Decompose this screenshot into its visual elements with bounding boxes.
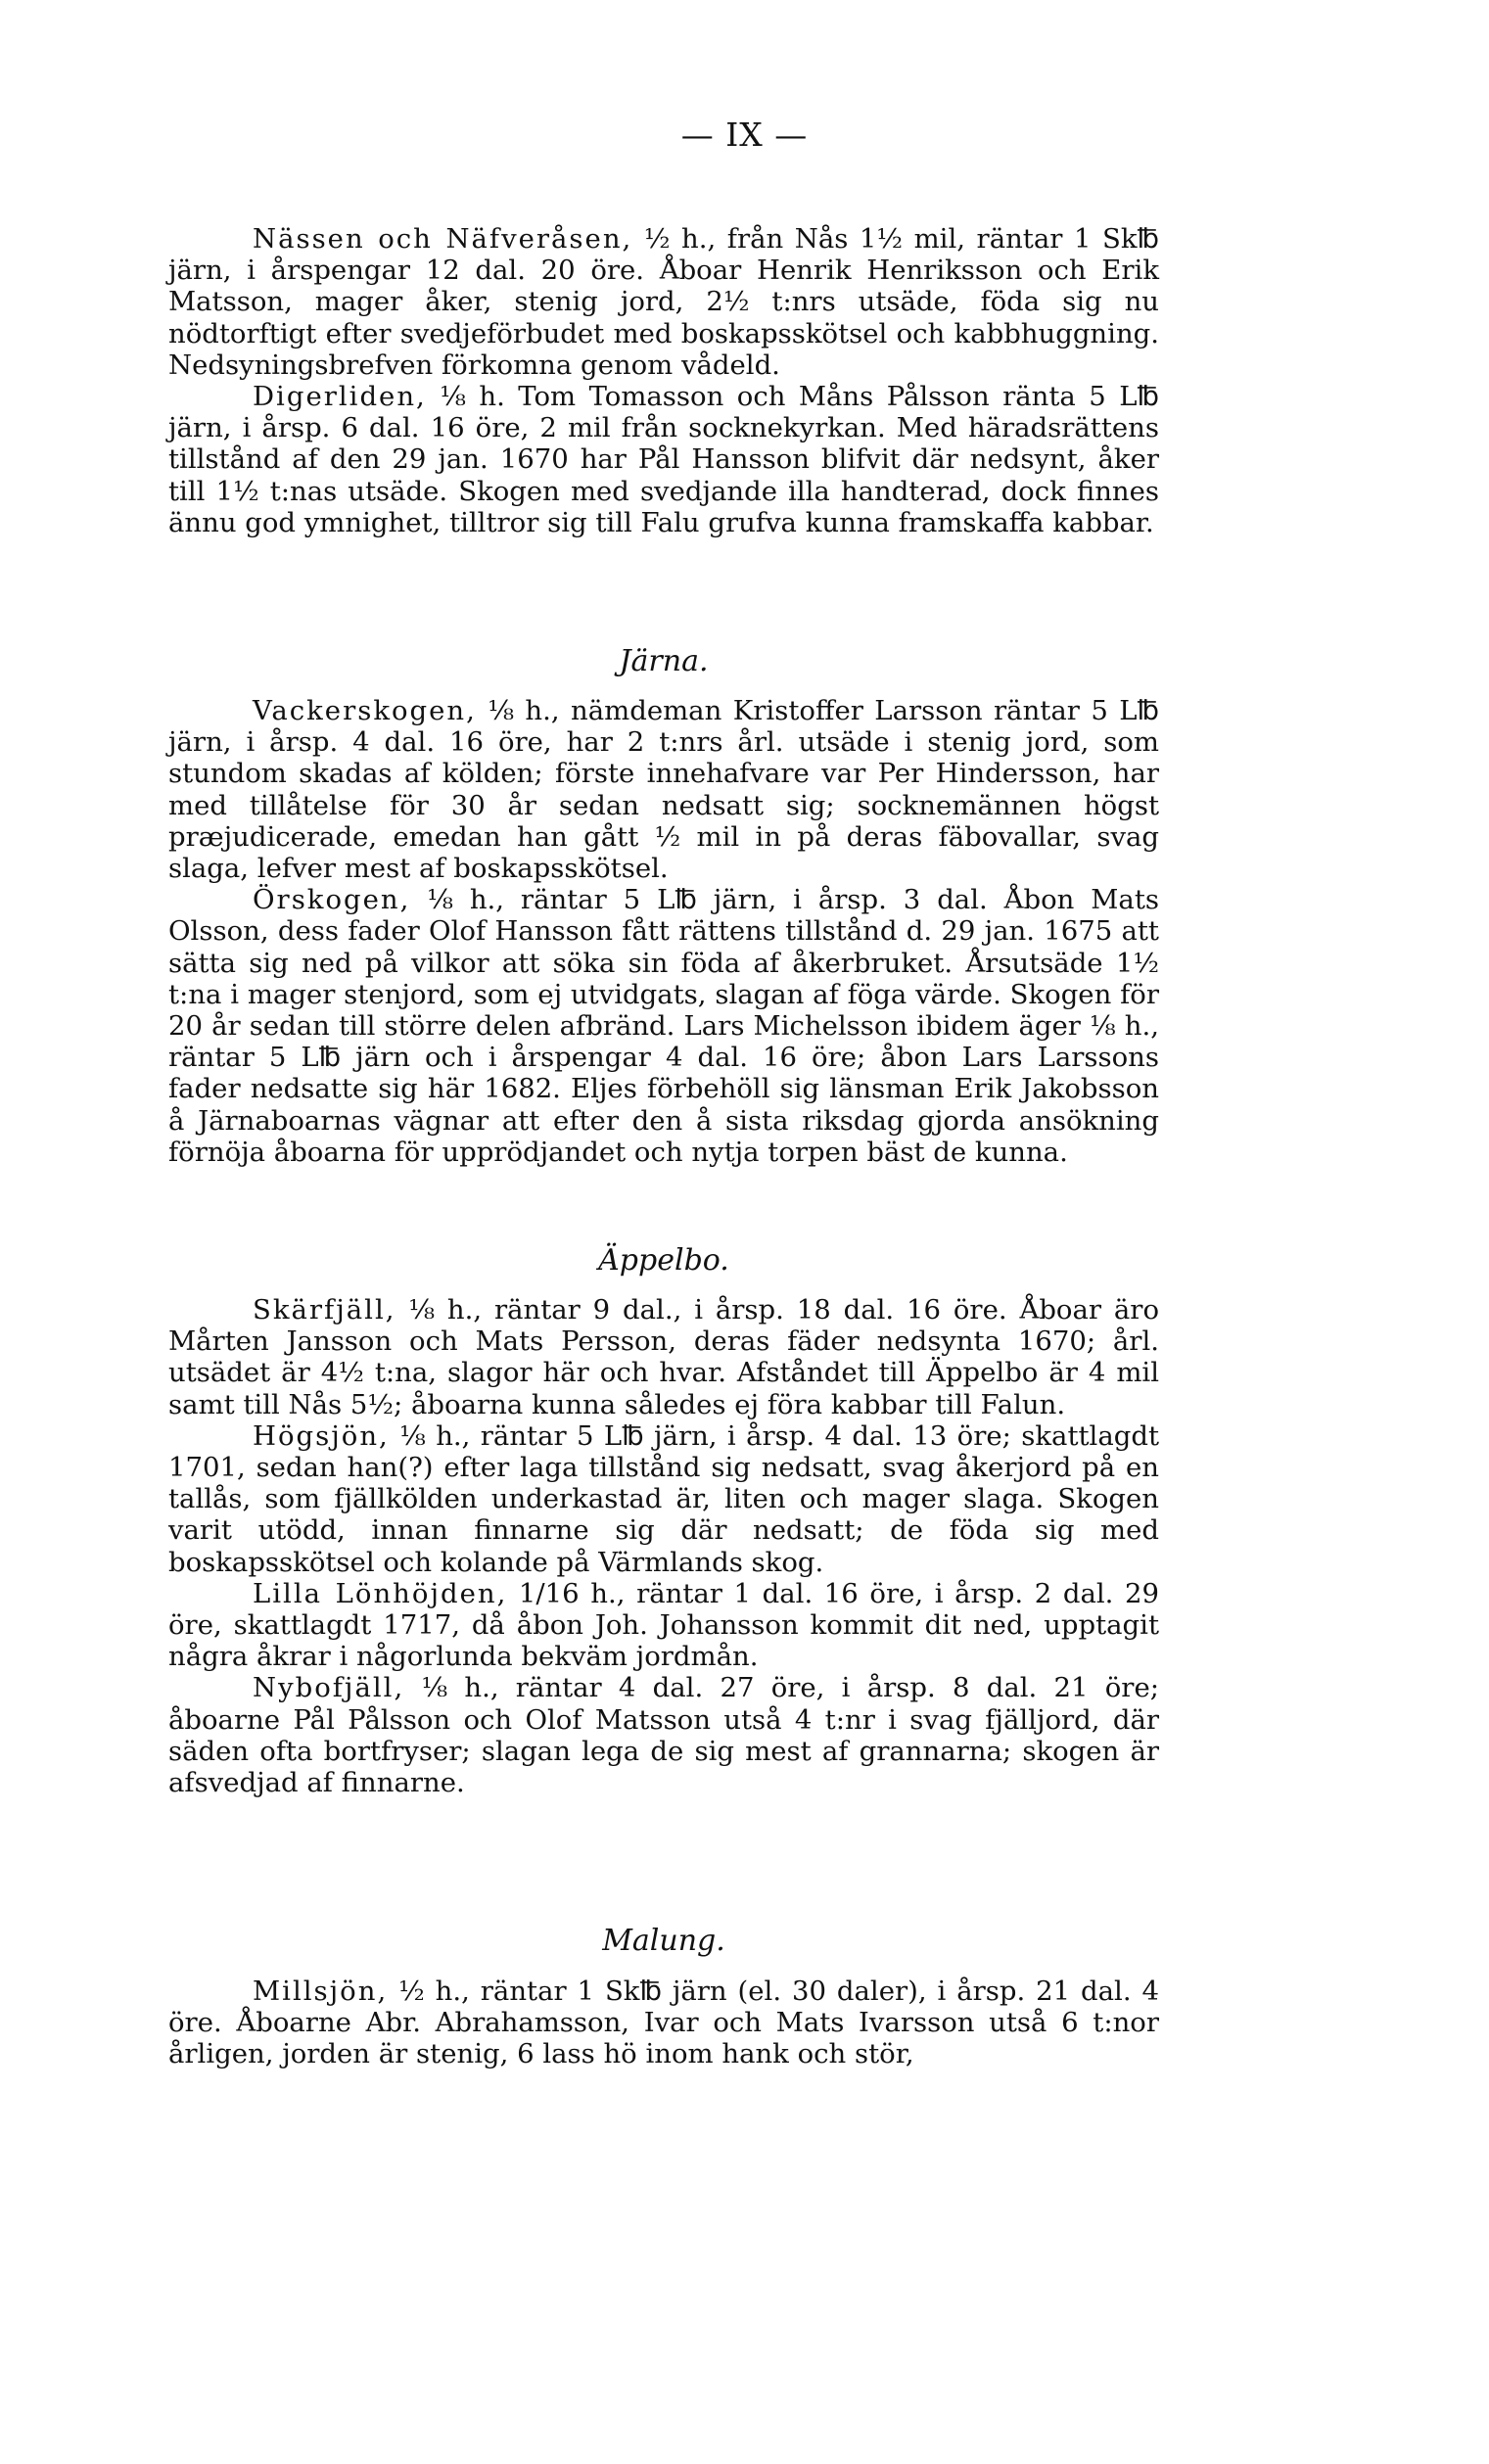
section-malung [168, 1924, 1159, 1958]
section-heading: Malung. [602, 1924, 725, 1958]
entry-lilla-lonhojden [168, 1578, 1159, 1673]
entry-millsjon [168, 1976, 1159, 2070]
entry-skarfjall [168, 1294, 1159, 1420]
entry-name: Vackerskogen, [253, 695, 477, 726]
entry-orskogen [168, 884, 1159, 1168]
entry-digerliden [168, 381, 1159, 538]
section-jarna-body [168, 695, 1159, 1168]
section-heading: Äppelbo. [598, 1243, 729, 1278]
entry-name: Skärfjäll, [253, 1294, 396, 1325]
section-heading: Järna. [619, 644, 709, 678]
entry-name: Nässen och Näfveråsen, [253, 223, 633, 255]
entry-text: ⅛ h., nämdeman Kristoffer Larsson räntar 5 L℔ järn, i årsp. 4 dal. 16 öre, har 2 t:nrs årl. utsäde i stenig jord, som stundom skadas af kölden; förste innehafvare var Per Hindersson, har med tillåtelse för 30 år sedan nedsatt sig; socknemännen högst præjudicerade, emedan han gått ½ mil in på deras fäbovallar, svag slaga, lefver mest af boskapsskötsel. [168, 695, 1159, 885]
entry-name: Högsjön, [253, 1419, 390, 1452]
section-malung-body [168, 1976, 1159, 2070]
entry-text: ⅛ h., räntar 5 L℔ järn, i årsp. 4 dal. 13 öre; skattlagdt 1701, sedan han(?) efter laga tillstånd sig nedsatt, svag åkerjord på en tallås, som fjällkölden underkastad är, liten och mager slaga. Skogen varit utödd, innan finnarne sig där nedsatt; de föda sig med boskapsskötsel och kolande på Värmlands skog. [168, 1419, 1159, 1578]
section-appelbo [168, 1243, 1159, 1278]
entry-text: ⅛ h. Tom Tomasson och Måns Pålsson ränta 5 L℔ järn, i årsp. 6 dal. 16 öre, 2 mil från socknekyrkan. Med häradsrättens tillstånd af den 29 jan. 1670 har Pål Hansson blifvit där nedsynt, åker till 1½ t:nas utsäde. Skogen med svedjande illa handterad, dock finnes ännu god ymnighet, tilltror sig till Falu grufva kunna framskaffa kabbar. [168, 381, 1159, 538]
entry-name: Digerliden, [253, 381, 427, 413]
entry-text: ⅛ h., räntar 9 dal., i årsp. 18 dal. 16 öre. Åboar äro Mårten Jansson och Mats Persson, deras fäder nedsynta 1670; årl. utsädet är 4½ t:na, slagor här och hvar. Afståndet till Äppelbo är 4 mil samt till Nås 5½; åboarna kunna således ej föra kabbar till Falun. [168, 1294, 1159, 1420]
page-number: — IX — [680, 116, 809, 154]
entry-nybofjall [168, 1672, 1159, 1798]
section-intro [168, 223, 1159, 538]
entry-nassen [168, 223, 1159, 381]
entry-text: ⅛ h., räntar 5 L℔ järn, i årsp. 3 dal. Åbon Mats Olsson, dess fader Olof Hansson fått rättens tillstånd d. 29 jan. 1675 att sätta sig ned på vilkor att söka sin föda af åkerbruket. Årsutsäde 1½ t:na i mager stenjord, som ej utvidgats, slagan af föga värde. Skogen för 20 år sedan till större delen afbränd. Lars Michelsson ibidem äger ⅛ h., räntar 5 L℔ järn och i årspengar 4 dal. 16 öre; åbon Lars Larssons fader nedsatte sig här 1682. Eljes förbehöll sig länsman Erik Jakobsson å Järnaboarnas vägnar att efter den å sista riksdag gjorda ansökning förnöja åboarna för upprödjandet och nytja torpen bäst de kunna. [168, 884, 1159, 1168]
entry-name: Örskogen, [253, 884, 411, 916]
section-appelbo-body [168, 1294, 1159, 1798]
entry-hogsjon [168, 1420, 1159, 1578]
entry-text: 1/16 h., räntar 1 dal. 16 öre, i årsp. 2 dal. 29 öre, skattlagdt 1717, då åbon Joh. Johansson kommit dit ned, upptagit några åkrar i någorlunda bekväm jordmån. [168, 1577, 1159, 1673]
entry-name: Millsjön, [253, 1976, 389, 2007]
entry-name: Nybofjäll, [253, 1672, 405, 1704]
entry-text: ⅛ h., räntar 4 dal. 27 öre, i årsp. 8 dal. 21 öre; åboarne Pål Pålsson och Olof Matsson utså 4 t:nr i svag fjälljord, där säden ofta bortfryser; slagan lega de sig mest af grannarna; skogen är afsvedjad af finnarne. [168, 1672, 1159, 1799]
entry-vackerskogen [168, 695, 1159, 884]
entry-text: ½ h., från Nås 1½ mil, räntar 1 Sk℔ järn, i årspengar 12 dal. 20 öre. Åboar Henrik Henriksson och Erik Matsson, mager åker, stenig jord, 2½ t:nrs utsäde, föda sig nu nödtorftigt efter svedjeförbudet med boskapsskötsel och kabbhuggning. Nedsyningsbrefven förkomna genom vådeld. [168, 223, 1159, 381]
entry-text: ½ h., räntar 1 Sk℔ järn (el. 30 daler), i årsp. 21 dal. 4 öre. Åboarne Abr. Abrahamsson, Ivar och Mats Ivarsson utså 6 t:nor årligen, jorden är stenig, 6 lass hö inom hank och stör, [168, 1976, 1159, 2070]
section-jarna [168, 644, 1159, 678]
entry-name: Lilla Lönhöjden, [253, 1577, 508, 1609]
